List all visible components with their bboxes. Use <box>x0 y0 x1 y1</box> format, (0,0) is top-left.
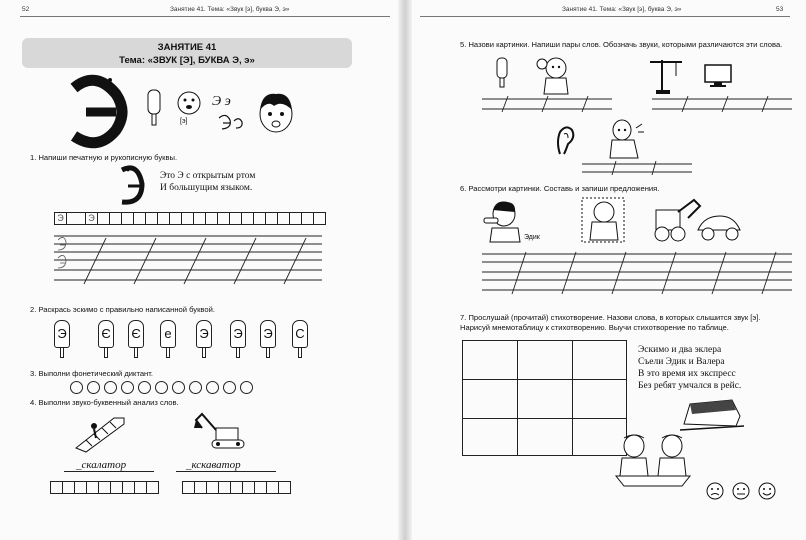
popsicle-stick <box>236 348 240 358</box>
analysis-box[interactable] <box>278 481 291 494</box>
underline <box>176 471 276 472</box>
dictation-circle[interactable] <box>87 381 100 394</box>
popsicle-letter: Э <box>230 320 246 348</box>
task1-instruction: 1. Напиши печатную и рукописную буквы. <box>30 153 178 162</box>
express-train-icon <box>680 396 744 432</box>
letter-box-row <box>54 212 325 225</box>
popsicle-stick <box>134 348 138 358</box>
task6-writing-lines[interactable] <box>482 250 792 296</box>
popsicle-stick <box>298 348 302 358</box>
word-escalator: _скалатор <box>76 459 127 471</box>
mnemo-table-grid[interactable] <box>462 340 627 456</box>
happy-face-icon[interactable] <box>758 482 776 500</box>
task5-writing-lines-top[interactable] <box>482 94 792 116</box>
kids-eating-icon <box>612 432 694 488</box>
letter-box[interactable] <box>313 212 326 225</box>
analysis-boxes-2 <box>182 481 290 494</box>
dictation-circles <box>70 381 253 394</box>
header-rule-left <box>20 16 390 17</box>
handwriting-lines[interactable] <box>54 232 322 288</box>
eskimo-in-snow-icon <box>580 196 626 244</box>
popsicle-stick <box>166 348 170 358</box>
popsicle-letter: Є <box>98 320 114 348</box>
page-number-left: 52 <box>22 6 30 13</box>
popsicle-option[interactable] <box>260 320 276 358</box>
popsicle-option[interactable] <box>128 320 144 358</box>
popsicle-stick <box>60 348 64 358</box>
crane-icon <box>648 56 684 96</box>
letter-box[interactable] <box>66 212 86 225</box>
lesson-title: ЗАНЯТИЕ 41 <box>157 42 217 53</box>
word-underline-1 <box>64 471 154 477</box>
poem-line-1: Эскимо и два эклера <box>638 345 722 355</box>
grid-line <box>572 341 573 455</box>
dictation-circle[interactable] <box>104 381 117 394</box>
popsicle-option[interactable] <box>98 320 114 358</box>
poem-line-3: В это время их экспресс <box>638 369 736 379</box>
task4-instruction: 4. Выполни звуко-буквенный анализ слов. <box>30 398 179 407</box>
eskimo-icon <box>146 90 162 126</box>
popsicle-letter: е <box>160 320 176 348</box>
popsicle-option[interactable] <box>160 320 176 358</box>
word-excavator: _кскаватор <box>186 459 241 471</box>
dictation-circle[interactable] <box>121 381 134 394</box>
escalator-icon <box>74 412 128 452</box>
popsicle-letter: Є <box>128 320 144 348</box>
rhyme-line-2: И большущим языком. <box>160 183 253 193</box>
left-page <box>0 0 398 540</box>
book-gutter <box>398 0 412 540</box>
eskimo-small-icon <box>496 58 508 88</box>
face-sound-icon <box>176 90 202 116</box>
popsicle-option[interactable] <box>196 320 212 358</box>
dictation-circle[interactable] <box>172 381 185 394</box>
dictation-circle[interactable] <box>223 381 236 394</box>
dictation-circle[interactable] <box>155 381 168 394</box>
grandma-icon <box>606 118 646 160</box>
sad-face-icon[interactable] <box>706 482 724 500</box>
page-number-right: 53 <box>776 6 784 13</box>
open-mouth-letter-icon <box>118 164 146 208</box>
cursive-letters-icon <box>216 112 246 132</box>
dictation-circle[interactable] <box>138 381 151 394</box>
poem-line-4: Без ребят умчался в рейс. <box>638 381 742 391</box>
neutral-face-icon[interactable] <box>732 482 750 500</box>
poem-line-2: Съели Эдик и Валера <box>638 357 725 367</box>
popsicle-stick <box>104 348 108 358</box>
excavator-icon <box>192 410 248 452</box>
boy-face-icon <box>256 90 296 134</box>
monitor-icon <box>704 64 732 88</box>
word-underline-2 <box>176 471 276 477</box>
rhyme-line-1: Это Э с открытым ртом <box>160 171 256 181</box>
popsicle-option[interactable] <box>292 320 308 358</box>
task3-instruction: 3. Выполни фонетический диктант. <box>30 369 153 378</box>
popsicle-letter: Э <box>54 320 70 348</box>
running-head-right: Занятие 41. Тема: «Звук [э], буква Э, э» <box>562 6 682 13</box>
underline <box>64 471 154 472</box>
right-page <box>412 0 806 540</box>
lesson-banner <box>22 38 352 68</box>
grid-line <box>463 418 626 419</box>
task6-instruction: 6. Рассмотри картинки. Составь и запиши предложения. <box>460 184 660 193</box>
printed-letters: Э э <box>212 94 231 109</box>
task7-instruction: 7. Прослушай (прочитай) стихотворение. Назови слова, в которых слышится звук [э]. Нарисуй мнемотаблицу к стихотворению. Выучи стихотворение по таблице. <box>460 313 761 332</box>
header-rule-right <box>420 16 790 17</box>
task2-instruction: 2. Раскрась эскимо с правильно написанной буквой. <box>30 305 215 314</box>
popsicle-stick <box>266 348 270 358</box>
edik-eating-icon <box>484 200 524 242</box>
sound-label: [э] <box>180 118 188 125</box>
analysis-box[interactable] <box>146 481 159 494</box>
popsicle-option[interactable] <box>230 320 246 358</box>
popsicle-option[interactable] <box>54 320 70 358</box>
edik-caption: Эдик <box>524 234 540 241</box>
eskimo-person-icon <box>536 56 570 96</box>
dictation-circle[interactable] <box>70 381 83 394</box>
running-head-left: Занятие 41. Тема: «Звук [э], буква Э, э» <box>170 6 290 13</box>
grid-line <box>517 341 518 455</box>
popsicle-letter: С <box>292 320 308 348</box>
big-letter-e-illustration <box>66 74 126 148</box>
popsicle-stick <box>202 348 206 358</box>
dictation-circle[interactable] <box>189 381 202 394</box>
letter-box[interactable]: Э <box>54 212 67 225</box>
excavator-car-icon <box>648 196 744 244</box>
dictation-circle[interactable] <box>206 381 219 394</box>
task5-instruction: 5. Назови картинки. Напиши пары слов. Обозначь звуки, которыми различаются эти слова. <box>460 40 783 49</box>
letter-box[interactable]: Э <box>85 212 98 225</box>
dictation-circle[interactable] <box>240 381 253 394</box>
popsicle-letter: Э <box>260 320 276 348</box>
ear-icon <box>556 124 576 158</box>
popsicle-letter: Э <box>196 320 212 348</box>
task5-writing-lines-bottom[interactable] <box>582 160 692 176</box>
analysis-boxes-1 <box>50 481 158 494</box>
grid-line <box>463 379 626 380</box>
lesson-subtitle: Тема: «ЗВУК [Э], БУКВА Э, э» <box>119 55 255 66</box>
